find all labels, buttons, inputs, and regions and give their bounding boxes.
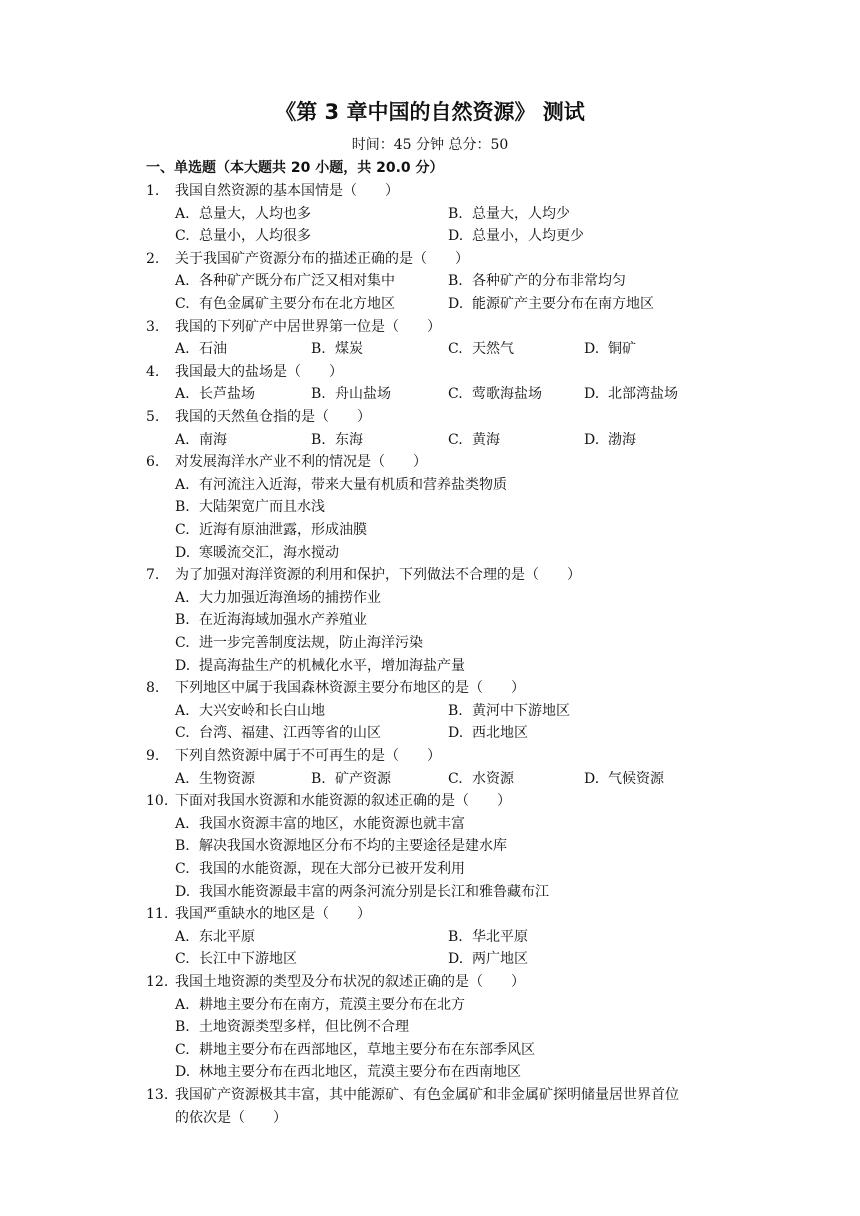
option-label: B. (175, 838, 190, 855)
option-text: 土地资源类型多样，但比例不合理 (199, 1019, 409, 1036)
option-label: D. (448, 228, 464, 245)
option-text: 有色金属矿主要分布在北方地区 (199, 296, 395, 312)
option-label: B. (311, 386, 326, 403)
option-label: B. (175, 612, 190, 629)
option-label: B. (175, 499, 190, 516)
option-d (448, 722, 528, 745)
option-a (175, 338, 227, 361)
question-number: 6. (146, 454, 160, 471)
question-stem: 对发展海洋水产业不利的情况是（ ） (175, 454, 427, 471)
question-number: 1. (146, 183, 160, 199)
option-d (448, 293, 654, 316)
option-label: B. (448, 702, 463, 719)
option-c (175, 722, 381, 745)
option-label: C. (448, 770, 463, 787)
option-label: D. (448, 725, 464, 742)
question-stem: 我国矿产资源极其丰富，其中能源矿、有色金属矿和非金属矿探明储量居世界首位 (175, 1087, 679, 1103)
option-label: B. (448, 205, 463, 222)
option-d (175, 1061, 521, 1084)
option-label: A. (175, 815, 190, 832)
option-text: 大陆架宽广而且水浅 (199, 499, 325, 516)
option-a (175, 383, 255, 406)
option-d (175, 881, 549, 904)
option-c (175, 293, 395, 316)
option-text: 天然气 (472, 341, 514, 358)
question-stem: 我国的天然鱼仓指的是（ ） (175, 409, 371, 425)
option-label: B. (175, 1019, 190, 1036)
option-text: 东海 (335, 431, 363, 448)
option-d (175, 655, 465, 678)
option-label: C. (448, 341, 463, 358)
option-d (448, 225, 584, 248)
option-c (175, 519, 367, 542)
option-text: 近海有原油泄露，形成油膜 (199, 522, 367, 538)
section-heading: 一、单选题（本大题共 20 小题，共 20.0 分） (146, 160, 444, 176)
option-label: D. (175, 657, 191, 674)
option-a (175, 587, 381, 610)
option-d (584, 383, 678, 406)
option-text: 东北平原 (199, 928, 255, 945)
option-c (175, 948, 297, 971)
question-number: 13. (146, 1087, 169, 1103)
option-b (175, 1016, 409, 1039)
option-label: A. (175, 273, 190, 290)
option-label: D. (175, 1064, 191, 1081)
option-b (175, 496, 325, 519)
option-label: A. (175, 770, 190, 787)
option-c (448, 768, 514, 791)
option-d (584, 768, 664, 791)
option-text: 进一步完善制度法规，防止海洋污染 (199, 635, 423, 651)
option-text: 石油 (199, 341, 227, 358)
option-text: 莺歌海盐场 (472, 386, 542, 403)
option-label: C. (175, 725, 190, 742)
option-label: C. (175, 635, 190, 651)
option-text: 总量大，人均也多 (199, 205, 311, 222)
question-stem-line2: 的依次是（ ） (175, 1109, 287, 1126)
option-b (448, 270, 626, 293)
option-label: A. (175, 431, 190, 448)
option-label: A. (175, 589, 190, 606)
option-d (448, 948, 528, 971)
option-label: D. (584, 770, 600, 787)
option-label: A. (175, 341, 190, 358)
option-text: 铜矿 (608, 341, 636, 358)
option-label: A. (175, 386, 190, 403)
question-stem: 关于我国矿产资源分布的描述正确的是（ ） (175, 250, 469, 267)
question-stem: 我国自然资源的基本国情是（ ） (175, 183, 399, 199)
option-text: 舟山盐场 (335, 386, 391, 403)
option-b (448, 926, 528, 949)
option-text: 台湾、福建、江西等省的山区 (199, 725, 381, 742)
option-c (448, 383, 542, 406)
option-label: C. (175, 228, 190, 245)
question-number: 3. (146, 318, 160, 335)
option-label: B. (311, 770, 326, 787)
question-stem: 我国土地资源的类型及分布状况的叙述正确的是（ ） (175, 974, 525, 990)
option-text: 南海 (199, 431, 227, 448)
question-stem: 我国严重缺水的地区是（ ） (175, 906, 371, 923)
option-label: A. (175, 928, 190, 945)
option-c (448, 338, 514, 361)
option-label: A. (175, 205, 190, 222)
option-label: B. (311, 341, 326, 358)
option-a (175, 429, 227, 452)
option-label: A. (175, 996, 190, 1013)
option-text: 有河流注入近海，带来大量有机质和营养盐类物质 (199, 476, 507, 493)
option-label: D. (448, 951, 464, 968)
question-stem: 我国的下列矿产中居世界第一位是（ ） (175, 318, 441, 335)
option-b (311, 338, 363, 361)
option-text: 我国的水能资源，现在大部分已被开发利用 (199, 861, 465, 877)
option-b (448, 203, 570, 226)
option-c (448, 429, 500, 452)
option-text: 渤海 (608, 431, 636, 448)
option-b (448, 700, 570, 723)
option-a (175, 768, 255, 791)
option-text: 提高海盐生产的机械化水平，增加海盐产量 (199, 657, 465, 674)
option-label: C. (448, 431, 463, 448)
option-text: 我国水资源丰富的地区，水能资源也就丰富 (199, 815, 465, 832)
option-label: D. (175, 883, 191, 900)
question-stem: 下列自然资源中属于不可再生的是（ ） (175, 748, 441, 764)
option-label: B. (448, 928, 463, 945)
option-label: D. (584, 431, 600, 448)
question-number: 10. (146, 793, 169, 810)
option-label: B. (448, 273, 463, 290)
question-number: 12. (146, 974, 169, 990)
question-number: 5. (146, 409, 160, 425)
option-text: 长芦盐场 (199, 386, 255, 403)
option-text: 长江中下游地区 (199, 951, 297, 968)
option-text: 大兴安岭和长白山地 (199, 702, 325, 719)
option-label: C. (175, 296, 190, 312)
option-text: 能源矿产主要分布在南方地区 (472, 296, 654, 312)
option-text: 我国水能资源最丰富的两条河流分别是长江和雅鲁藏布江 (199, 883, 549, 900)
question-number: 7. (146, 567, 160, 584)
option-text: 两广地区 (472, 951, 528, 968)
question-stem: 为了加强对海洋资源的利用和保护，下列做法不合理的是（ ） (175, 567, 581, 584)
option-text: 华北平原 (472, 928, 528, 945)
option-a (175, 813, 465, 836)
option-text: 生物资源 (199, 770, 255, 787)
option-a (175, 474, 507, 497)
option-label: D. (584, 386, 600, 403)
question-number: 8. (146, 680, 160, 697)
option-text: 黄海 (472, 431, 500, 448)
option-text: 水资源 (472, 770, 514, 787)
option-text: 总量大，人均少 (472, 205, 570, 222)
page-title: 《第 3 章中国的自然资源》 测试 (275, 100, 585, 124)
option-label: B. (311, 431, 326, 448)
question-number: 11. (146, 906, 169, 923)
option-text: 寒暖流交汇，海水搅动 (199, 544, 339, 561)
option-b (311, 768, 391, 791)
question-number: 4. (146, 363, 160, 380)
option-label: D. (448, 296, 464, 312)
question-stem: 下面对我国水资源和水能资源的叙述正确的是（ ） (175, 793, 511, 810)
option-label: D. (175, 544, 191, 561)
option-c (175, 1039, 535, 1062)
question-number: 2. (146, 250, 160, 267)
option-text: 解决我国水资源地区分布不均的主要途径是建水库 (199, 838, 507, 855)
option-text: 黄河中下游地区 (472, 702, 570, 719)
option-text: 总量小，人均更少 (472, 228, 584, 245)
option-a (175, 270, 395, 293)
option-text: 各种矿产既分布广泛又相对集中 (199, 273, 395, 290)
question-number: 9. (146, 748, 160, 764)
option-label: C. (175, 951, 190, 968)
option-text: 矿产资源 (335, 770, 391, 787)
option-text: 耕地主要分布在南方，荒漠主要分布在北方 (199, 996, 465, 1013)
option-text: 耕地主要分布在西部地区，草地主要分布在东部季风区 (199, 1041, 535, 1058)
option-d (175, 542, 339, 565)
option-c (175, 858, 465, 881)
option-b (175, 835, 507, 858)
option-a (175, 926, 255, 949)
option-b (175, 609, 367, 632)
question-stem: 我国最大的盐场是（ ） (175, 363, 343, 380)
option-label: A. (175, 476, 190, 493)
exam-meta: 时间：45 分钟 总分：50 (351, 137, 509, 153)
option-text: 在近海海域加强水产养殖业 (199, 612, 367, 629)
option-label: D. (584, 341, 600, 358)
option-text: 气候资源 (608, 770, 664, 787)
option-text: 各种矿产的分布非常均匀 (472, 273, 626, 290)
option-b (311, 429, 363, 452)
option-label: C. (448, 386, 463, 403)
option-text: 总量小，人均很多 (199, 228, 311, 245)
option-c (175, 225, 311, 248)
option-label: C. (175, 1041, 190, 1058)
option-text: 北部湾盐场 (608, 386, 678, 403)
option-text: 林地主要分布在西北地区，荒漠主要分布在西南地区 (199, 1064, 521, 1081)
option-label: A. (175, 702, 190, 719)
option-d (584, 429, 636, 452)
option-text: 煤炭 (335, 341, 363, 358)
question-stem: 下列地区中属于我国森林资源主要分布地区的是（ ） (175, 680, 525, 697)
option-a (175, 700, 325, 723)
option-label: C. (175, 861, 190, 877)
option-d (584, 338, 636, 361)
option-text: 大力加强近海渔场的捕捞作业 (199, 589, 381, 606)
option-text: 西北地区 (472, 725, 528, 742)
option-a (175, 203, 311, 226)
option-label: C. (175, 522, 190, 538)
option-a (175, 994, 465, 1017)
option-c (175, 632, 423, 655)
option-b (311, 383, 391, 406)
